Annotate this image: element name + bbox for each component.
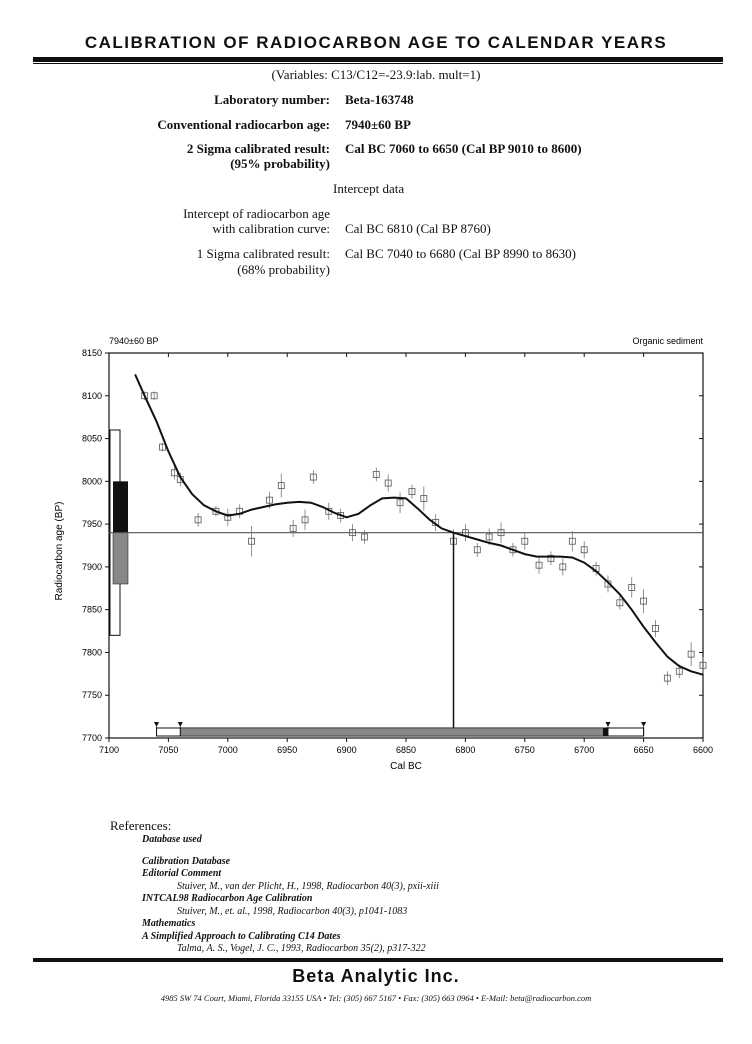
x-tick-label: 7000 bbox=[217, 745, 238, 755]
x-axis-label: Cal BC bbox=[390, 761, 422, 772]
y-tick-label: 7950 bbox=[81, 519, 102, 530]
y-tick-label: 7800 bbox=[81, 647, 102, 658]
y-tick-label: 7700 bbox=[81, 733, 102, 743]
x-tick-label: 6700 bbox=[574, 745, 595, 755]
intercept-label-2: with calibration curve: bbox=[212, 221, 330, 236]
sigma1-age-band-upper bbox=[113, 481, 128, 532]
y-axis-label: Radiocarbon age (BP) bbox=[54, 501, 65, 601]
variables-line: (Variables: C13/C12=-23.9:lab. mult=1) bbox=[271, 67, 481, 82]
ref-stuiver-1: Stuiver, M., van der Plicht, H., 1998, Radiocarbon 40(3), pxii-xiii bbox=[177, 880, 439, 892]
ref-talma: Talma, A. S., Vogel, J. C., 1993, Radiocarbon 35(2), p317-322 bbox=[177, 943, 426, 954]
ref-mathematics: Mathematics bbox=[142, 918, 196, 929]
ref-database-used: Database used bbox=[142, 834, 202, 845]
footer-rule bbox=[33, 958, 723, 962]
range-marker bbox=[605, 722, 610, 727]
sigma1-calendar-end bbox=[603, 728, 608, 736]
page-title: CALIBRATION OF RADIOCARBON AGE TO CALENDAR YEARS bbox=[84, 33, 668, 52]
chart-sample-label: 7940±60 BP bbox=[109, 336, 159, 346]
references bbox=[110, 818, 439, 956]
x-tick-label: 7100 bbox=[98, 745, 120, 755]
intercept-value: Cal BC 6810 (Cal BP 8760) bbox=[345, 221, 491, 236]
y-tick-label: 8100 bbox=[81, 390, 102, 401]
calibration-curve bbox=[135, 374, 703, 674]
title-rule-thin bbox=[33, 63, 723, 64]
y-tick-label: 8050 bbox=[81, 433, 102, 444]
ref-simplified: A Simplified Approach to Calibrating C14 Dates bbox=[142, 930, 341, 942]
y-tick-label: 8000 bbox=[81, 476, 102, 487]
y-tick-label: 7900 bbox=[81, 561, 102, 572]
ref-editorial-comment: Editorial Comment bbox=[142, 868, 222, 879]
ref-intcal98: INTCAL98 Radiocarbon Age Calibration bbox=[142, 893, 313, 904]
x-tick-label: 6650 bbox=[633, 745, 654, 755]
calibration-chart bbox=[0, 330, 752, 780]
lab-number-label: Laboratory number: bbox=[214, 92, 330, 107]
sigma2-probability: (95% probability) bbox=[230, 156, 330, 171]
x-tick-label: 7050 bbox=[158, 745, 179, 755]
range-marker bbox=[154, 722, 159, 727]
lab-number-value: Beta-163748 bbox=[345, 92, 414, 107]
intercept-heading: Intercept data bbox=[333, 181, 405, 196]
y-tick-label: 7850 bbox=[81, 604, 102, 615]
range-marker bbox=[641, 722, 646, 727]
title-rule bbox=[33, 57, 723, 62]
sigma1-value: Cal BC 7040 to 6680 (Cal BP 8990 to 8630) bbox=[345, 246, 576, 261]
plot-frame bbox=[109, 353, 703, 738]
x-tick-label: 6600 bbox=[692, 745, 714, 755]
sigma1-age-band-lower bbox=[113, 533, 128, 584]
y-tick-label: 8150 bbox=[81, 348, 102, 358]
x-tick-label: 6900 bbox=[336, 745, 357, 755]
references-heading: References: bbox=[110, 818, 172, 833]
range-marker bbox=[178, 722, 183, 727]
company-address: 4985 SW 74 Court, Miami, Florida 33155 USA • Tel: (305) 667 5167 • Fax: (305) 663 0964 • E-Mail: beta@radiocarbon.com bbox=[160, 993, 592, 1003]
ref-stuiver-2: Stuiver, M., et. al., 1998, Radiocarbon 40(3), p1041-1083 bbox=[177, 905, 408, 917]
x-tick-label: 6750 bbox=[514, 745, 535, 755]
sigma1-label: 1 Sigma calibrated result: bbox=[196, 246, 330, 261]
conventional-age-value: 7940±60 BP bbox=[345, 117, 411, 132]
x-tick-label: 6800 bbox=[455, 745, 476, 755]
conventional-age-label: Conventional radiocarbon age: bbox=[157, 117, 330, 132]
sigma2-label: 2 Sigma calibrated result: bbox=[186, 141, 330, 156]
sigma1-probability: (68% probability) bbox=[237, 262, 330, 277]
sigma2-value: Cal BC 7060 to 6650 (Cal BP 9010 to 8600) bbox=[345, 141, 582, 156]
chart-material-label: Organic sediment bbox=[632, 336, 703, 346]
x-tick-label: 6850 bbox=[395, 745, 417, 755]
x-tick-label: 6950 bbox=[277, 745, 298, 755]
sigma1-calendar-band bbox=[180, 728, 608, 736]
company-name: Beta Analytic Inc. bbox=[292, 966, 460, 986]
y-tick-label: 7750 bbox=[81, 690, 102, 701]
intercept-label-1: Intercept of radiocarbon age bbox=[183, 206, 330, 221]
ref-calibration-database: Calibration Database bbox=[142, 855, 231, 867]
